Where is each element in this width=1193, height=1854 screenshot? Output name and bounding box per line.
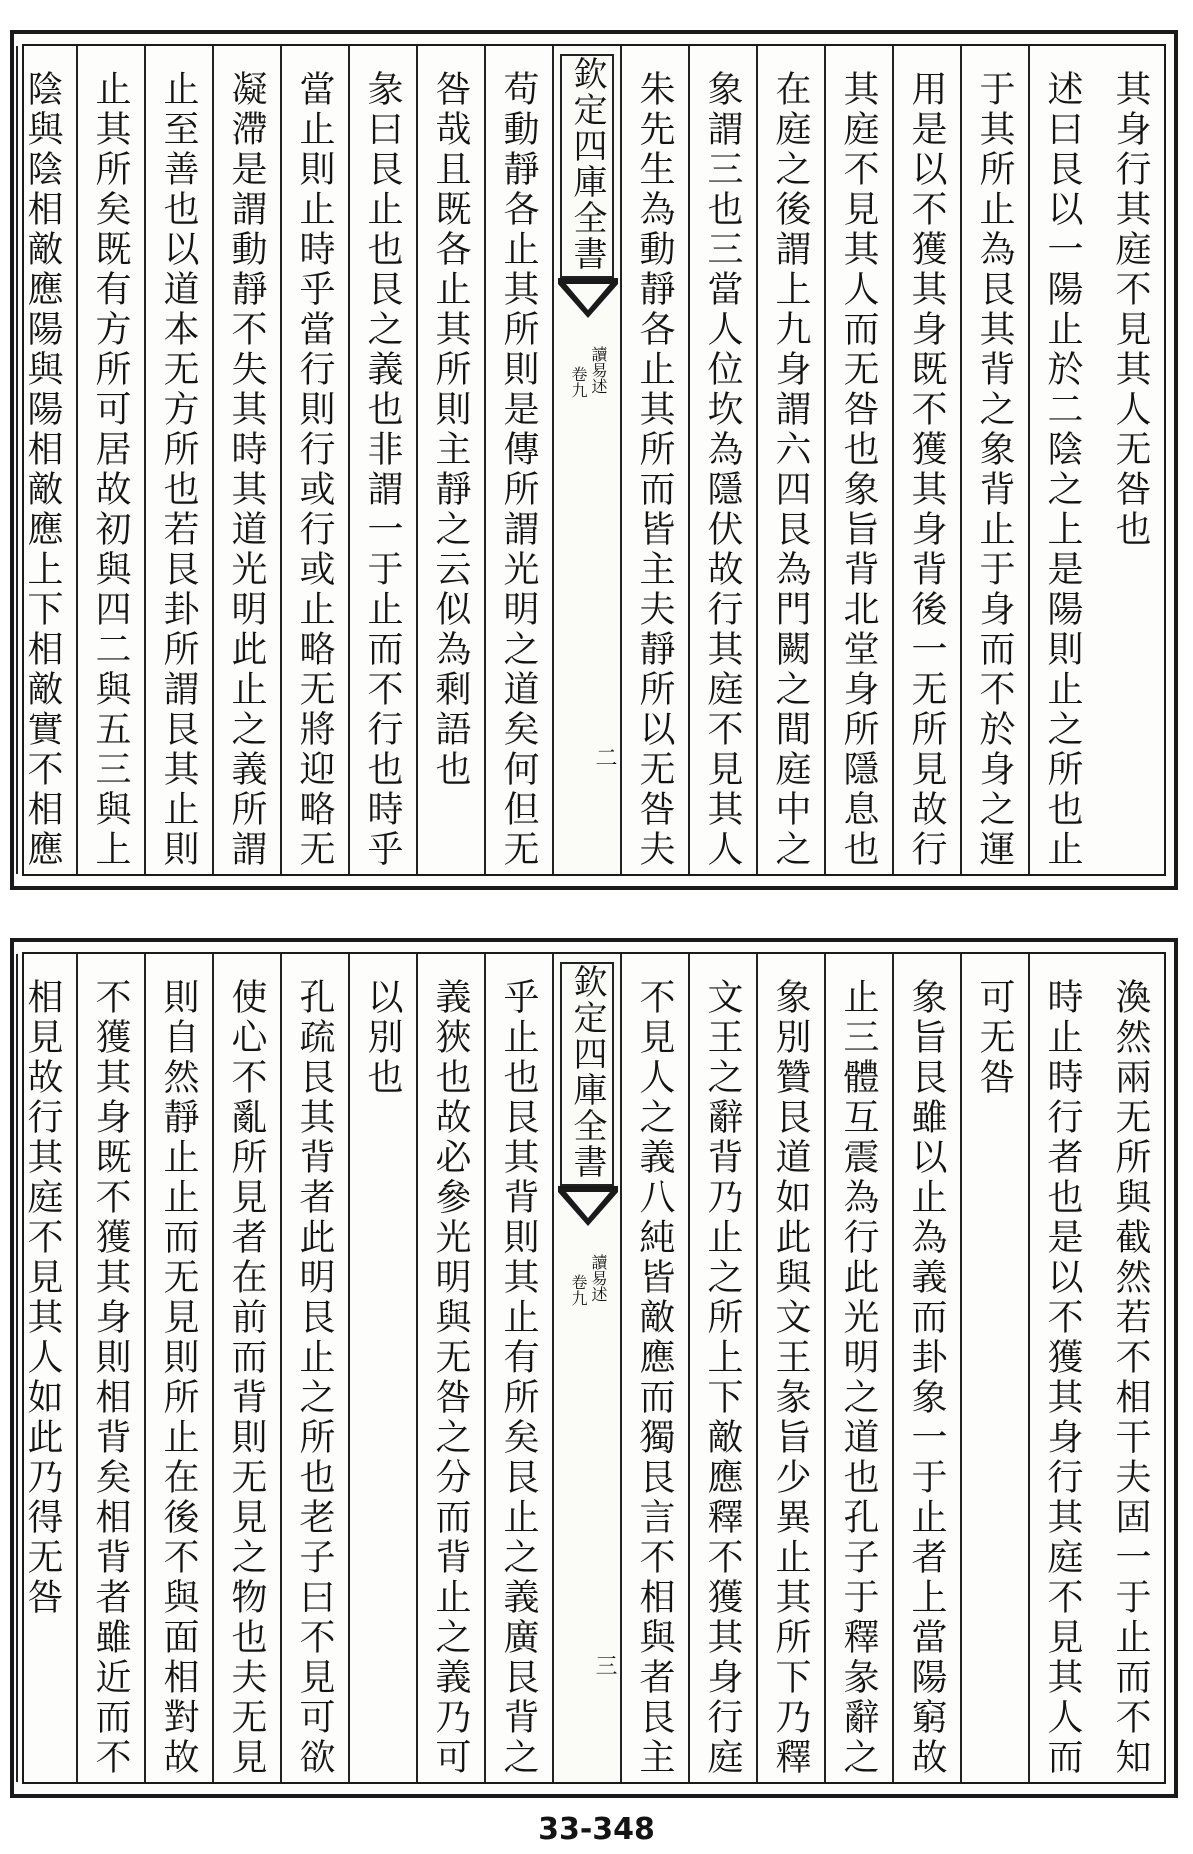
column-text: 于其所止為艮其背之象背止于身而不於身之運: [974, 70, 1015, 870]
column-text: 象旨艮雖以止為義而卦象一于止者上當陽窮故: [906, 978, 947, 1778]
fish-tail-mark-icon: [558, 278, 618, 322]
fish-tail-mark-icon: [558, 1186, 618, 1230]
column-text: 當止則止時乎當行則行或行或止略无將迎略无: [294, 70, 335, 870]
column: [756, 954, 824, 1782]
column-text: 象謂三也三當人位坎為隱伏故行其庭不見其人: [702, 70, 743, 870]
book-name: 讀易述: [589, 1254, 608, 1302]
column-text: 文王之辭背乃止之所上下敵應釋不獲其身行庭: [702, 978, 743, 1778]
column-text: 止其所矣既有方所可居故初與四二與五三與上: [90, 70, 131, 870]
column: [756, 46, 824, 874]
column-text: 不見人之義八純皆敵應而獨艮言不相與者艮主: [634, 978, 675, 1778]
column: [892, 954, 960, 1782]
column-text: 象別贊艮道如此與文王彖旨少異止其所下乃釋: [770, 978, 811, 1778]
column: [1096, 46, 1164, 874]
library-title: 欽定四庫全書: [560, 54, 614, 278]
column-text: 陰與陰相敵應陽與陽相敵應上下相敵實不相應: [22, 70, 63, 870]
column-text: 凝滯是謂動靜不失其時其道光明此止之義所謂: [226, 70, 267, 870]
column-text: 乎止也艮其背則其止有所矣艮止之義廣艮背之: [498, 978, 539, 1778]
column: [416, 46, 484, 874]
column-text: 彖曰艮止也艮之義也非謂一于止而不行也時乎: [362, 70, 403, 870]
column: [144, 46, 212, 874]
column: [1028, 954, 1096, 1782]
column-text: 止至善也以道本无方所也若艮卦所謂艮其止則: [158, 70, 199, 870]
column-text: 其身行其庭不見其人无咎也: [1110, 70, 1151, 550]
leaf-number: 二: [592, 746, 617, 768]
column: [348, 46, 416, 874]
column: [620, 954, 688, 1782]
column: [824, 954, 892, 1782]
column-text: 渙然兩无所與截然若不相干夫固一于止而不知: [1110, 978, 1151, 1778]
column-text: 咎哉且既各止其所則主靜之云似為剩語也: [430, 70, 471, 790]
column-text: 以別也: [362, 978, 403, 1098]
column-text: 在庭之後謂上九身謂六四艮為門闕之間庭中之: [770, 70, 811, 870]
center-title-column: [552, 954, 620, 1782]
column: [688, 954, 756, 1782]
column-text: 相見故行其庭不見其人如此乃得无咎: [22, 978, 63, 1618]
upper-page-frame: [22, 44, 1166, 876]
column: [280, 954, 348, 1782]
column: [1028, 46, 1096, 874]
column-text: 述曰艮以一陽止於二陰之上是陽則止之所也止: [1042, 70, 1083, 870]
page-number: 33-348: [538, 1812, 655, 1847]
column: [144, 954, 212, 1782]
column: [1096, 954, 1164, 1782]
column: [280, 46, 348, 874]
column: [16, 954, 76, 1782]
column-text: 止三體互震為行此光明之道也孔子于釋彖辭之: [838, 978, 879, 1778]
column-text: 苟動靜各止其所則是傳所謂光明之道矣何但无: [498, 70, 539, 870]
lower-page-frame: [22, 952, 1166, 1784]
upper-page-panel: [10, 30, 1178, 890]
column: [484, 954, 552, 1782]
library-title: 欽定四庫全書: [560, 962, 614, 1186]
column: [16, 46, 76, 874]
column: [960, 954, 1028, 1782]
lower-page-panel: [10, 938, 1178, 1798]
column-text: 其庭不見其人而无咎也象旨背北堂身所隱息也: [838, 70, 879, 870]
column-text: 時止時行者也是以不獲其身行其庭不見其人而: [1042, 978, 1083, 1778]
column: [960, 46, 1028, 874]
volume-label: 卷九: [569, 1274, 588, 1306]
column-text: 義狹也故必參光明與无咎之分而背止之義乃可: [430, 978, 471, 1778]
column-text: 可无咎: [974, 978, 1015, 1098]
volume-label: 卷九: [569, 366, 588, 398]
column-text: 朱先生為動靜各止其所而皆主夫靜所以无咎夫: [634, 70, 675, 870]
leaf-number: 三: [592, 1654, 617, 1676]
book-name: 讀易述: [589, 346, 608, 394]
column: [212, 954, 280, 1782]
column-text: 則自然靜止止而无見則所止在後不與面相對故: [158, 978, 199, 1778]
column: [212, 46, 280, 874]
column: [76, 46, 144, 874]
column: [824, 46, 892, 874]
column: [620, 46, 688, 874]
center-title-column: [552, 46, 620, 874]
column: [416, 954, 484, 1782]
column: [892, 46, 960, 874]
column: [688, 46, 756, 874]
column-text: 用是以不獲其身既不獲其身背後一无所見故行: [906, 70, 947, 870]
column: [484, 46, 552, 874]
column-text: 孔疏艮其背者此明艮止之所也老子曰不見可欲: [294, 978, 335, 1778]
column: [348, 954, 416, 1782]
column-text: 不獲其身既不獲其身則相背矣相背者雖近而不: [90, 978, 131, 1778]
column: [76, 954, 144, 1782]
column-text: 使心不亂所見者在前而背則无見之物也夫无見: [226, 978, 267, 1778]
